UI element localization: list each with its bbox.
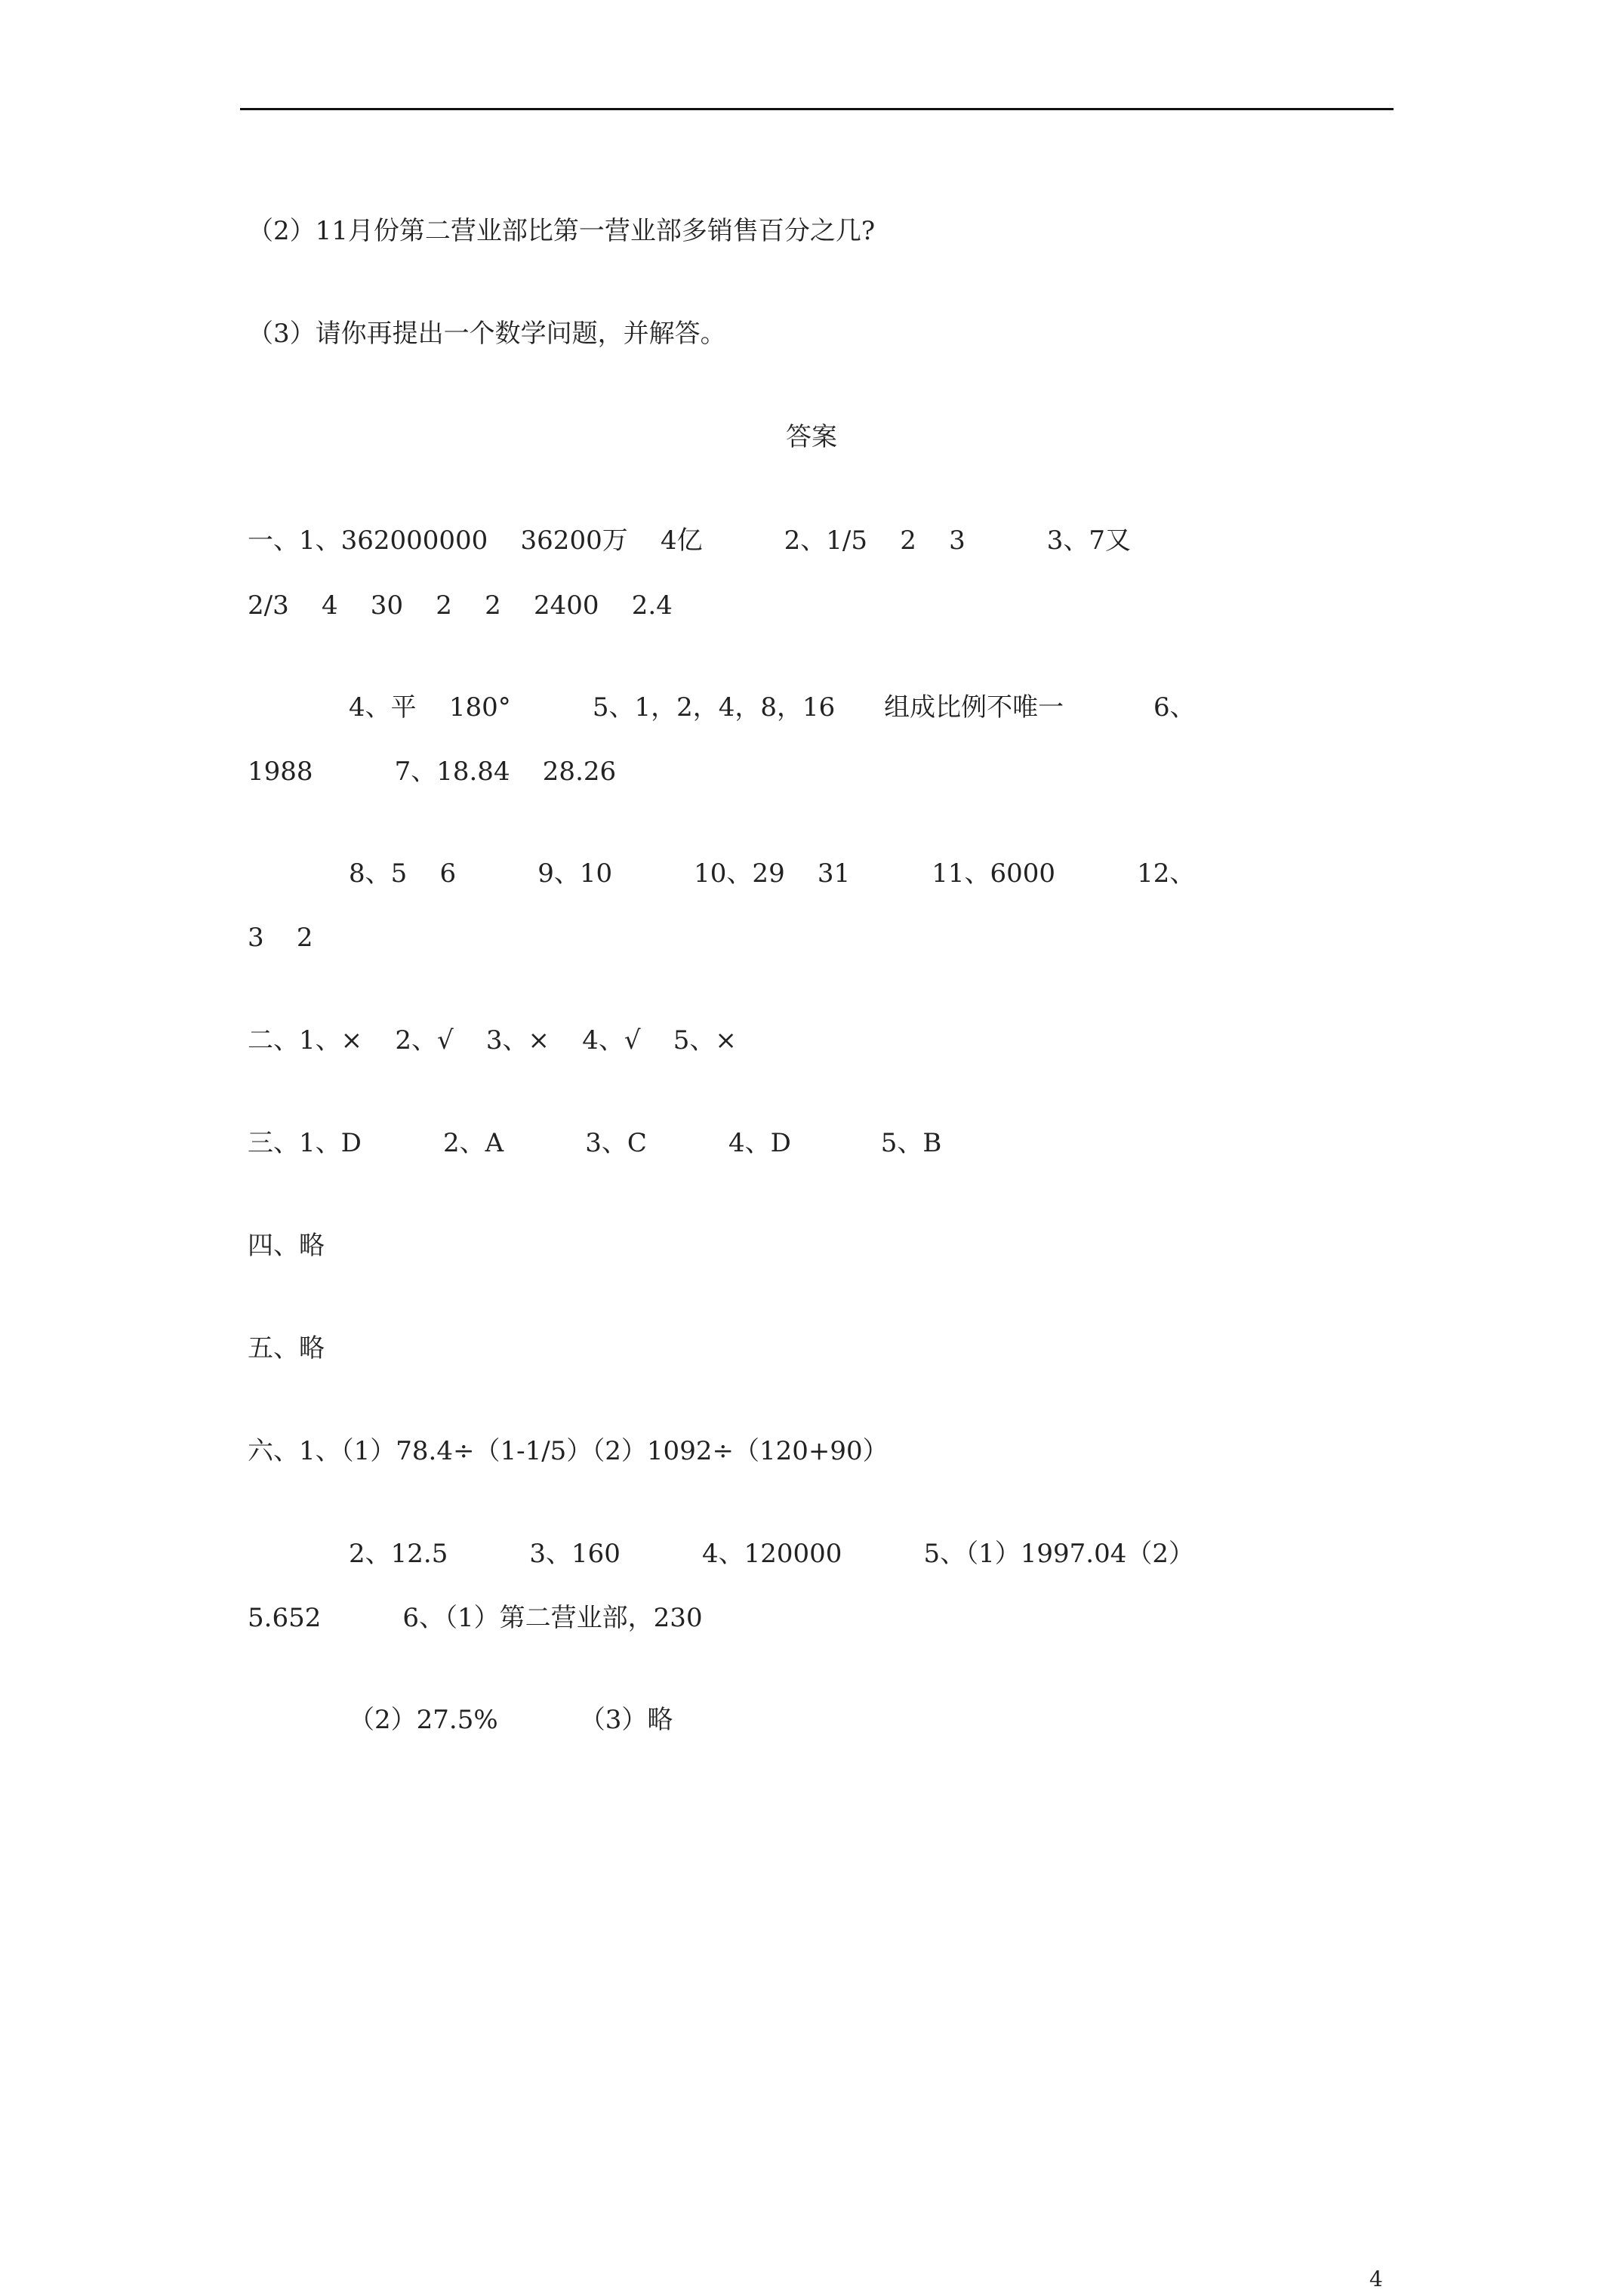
answer-line: 8、5 6 9、10 10、29 31 11、6000 12、 bbox=[349, 858, 1196, 889]
answer-line: （2）27.5% （3）略 bbox=[349, 1705, 673, 1735]
answers-title: 答案 bbox=[786, 422, 837, 452]
answer-line: 一、1、362000000 36200万 4亿 2、1/5 2 3 3、7又 bbox=[248, 525, 1132, 556]
answer-line: 3 2 bbox=[248, 923, 313, 953]
answer-section-5: 五、略 bbox=[248, 1333, 325, 1364]
answer-line: 六、1、（1）78.4÷（1-1/5）（2）1092÷（120+90） bbox=[248, 1436, 888, 1466]
answer-section-4: 四、略 bbox=[248, 1231, 325, 1261]
answer-line: 1988 7、18.84 28.26 bbox=[248, 757, 617, 787]
page-number: 4 bbox=[1369, 2267, 1383, 2291]
answer-line: 5.652 6、（1）第二营业部，230 bbox=[248, 1603, 703, 1633]
answer-section-2: 二、1、× 2、√ 3、× 4、√ 5、× bbox=[248, 1025, 737, 1056]
answer-line: 2、12.5 3、160 4、120000 5、（1）1997.04（2） bbox=[349, 1539, 1195, 1569]
answer-line: 4、平 180° 5、1，2，4，8，16 组成比例不唯一 6、 bbox=[349, 692, 1196, 723]
answer-line: 2/3 4 30 2 2 2400 2.4 bbox=[248, 590, 673, 621]
question-2: （2）11月份第二营业部比第一营业部多销售百分之几? bbox=[248, 216, 876, 246]
header-rule bbox=[240, 108, 1394, 110]
answer-section-3: 三、1、D 2、A 3、C 4、D 5、B bbox=[248, 1128, 942, 1158]
question-3: （3）请你再提出一个数学问题，并解答。 bbox=[248, 319, 726, 349]
